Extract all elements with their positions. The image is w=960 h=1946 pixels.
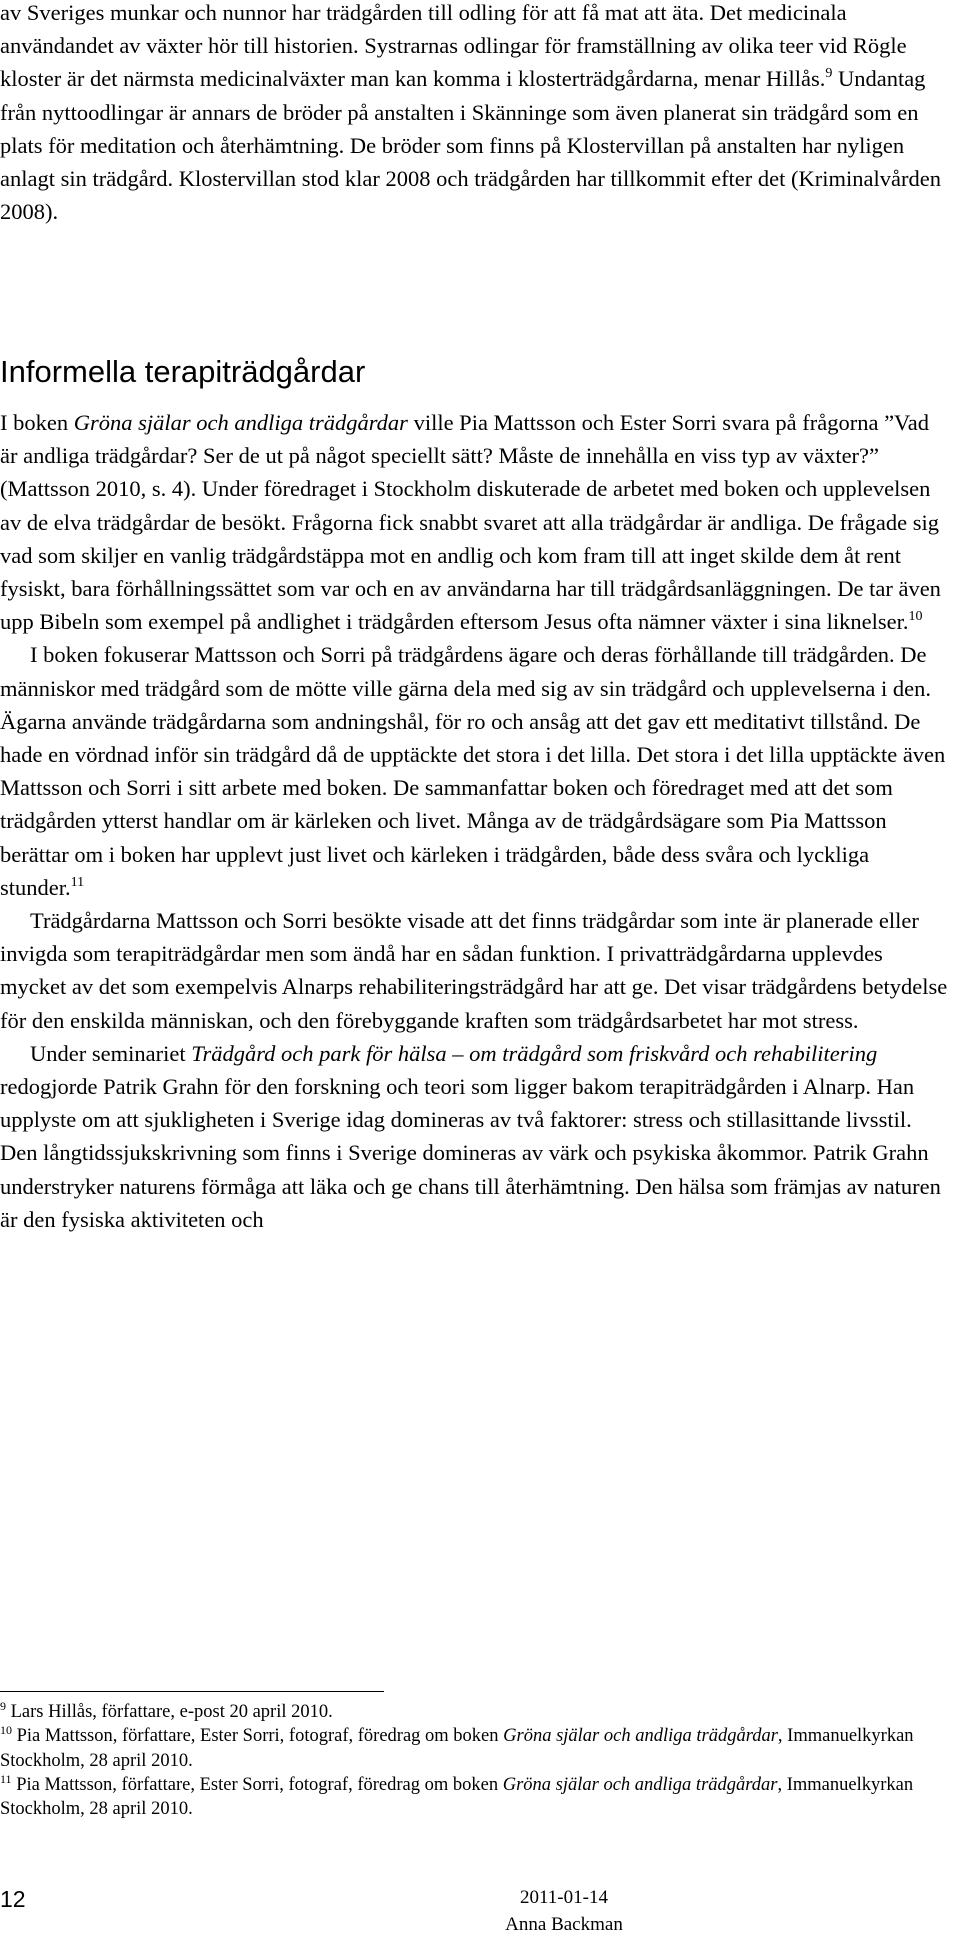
footnote-10-text-1: Pia Mattsson, författare, Ester Sorri, fotograf, föredrag om boken <box>12 1726 504 1747</box>
footnote-11-text-1: Pia Mattsson, författare, Ester Sorri, fotograf, föredrag om boken <box>11 1774 503 1795</box>
footnote-number-11: 11 <box>0 1771 12 1786</box>
footnote-11-title: Gröna själar och andliga trädgårdar <box>502 1774 778 1795</box>
paragraph-5-text-2: redogjorde Patrik Grahn för den forskning och teori som ligger bakom terapiträdgården i Alnarp. Han upplyste om att sjukligheten i Sverige idag domineras av två faktorer: stress och stillasittande livsstil. Den långtidssjukskrivning som finns i Sverige domineras av värk och psykiska åkommor. Patrik Grahn understryker naturens förmåga att läka och ge chans till återhämtning. Den hälsa som främjas av naturen är den fysiska aktiviteten och <box>0 1074 941 1232</box>
intro-text-1: av Sveriges munkar och nunnor har trädgården till odling för att få mat att äta. Det medicinala användandet av växter hör till historien. Systrarnas odlingar för framställning av olika teer vid Rögle kloster är det närmsta medicinalväxter man kan komma i klosterträdgårdarna, menar Hillås. <box>0 0 907 92</box>
footnote-ref-9[interactable]: 9 <box>825 66 833 82</box>
footnote-number-9: 9 <box>0 1699 6 1713</box>
seminar-title: Trädgård och park för hälsa – om trädgård som friskvård och rehabilitering <box>191 1040 878 1066</box>
paragraph-private-gardens <box>0 904 952 1037</box>
footnotes <box>0 1700 952 1821</box>
footer-author: Anna Backman <box>505 1914 623 1935</box>
intro-paragraph <box>0 0 952 228</box>
paragraph-5-text-1: Under seminariet <box>30 1040 192 1066</box>
footer-date: 2011-01-14 <box>520 1887 608 1908</box>
paragraph-2-text-1: I boken <box>0 410 74 435</box>
footnote-11 <box>0 1773 952 1822</box>
paragraph-book-intro <box>0 406 952 638</box>
footnote-divider <box>0 1691 384 1692</box>
footnote-9 <box>0 1700 952 1724</box>
paragraph-seminar <box>0 1037 952 1236</box>
footnote-ref-10[interactable]: 10 <box>908 609 923 625</box>
footnote-10-title: Gröna själar och andliga trädgårdar <box>503 1726 778 1747</box>
footnote-10 <box>0 1724 952 1773</box>
footnote-ref-11[interactable]: 11 <box>70 874 85 890</box>
page-number: 12 <box>0 1886 26 1912</box>
paragraph-3-text: I boken fokuserar Mattsson och Sorri på trädgårdens ägare och deras förhållande till trädgården. De människor med trädgård som de mötte ville gärna dela med sig av sin trädgård och upplevelserna i den. Ägarna använde trädgårdarna som andningshål, för ro och ansåg att det gav ett meditativt tillstånd. De hade en vördnad inför sin trädgård då de upptäckte det stora i det lilla. Det stora i det lilla upptäckte även Mattsson och Sorri i sitt arbete med boken. De sammanfattar boken och föredraget med att det som trädgården ytterst handlar om är kärleken och livet. Många av de trädgårdsägare som Pia Mattsson berättar om i boken har upplevt just livet och kärleken i trädgården, både dess svåra och lyckliga stunder. <box>0 642 946 900</box>
main-text-block <box>0 406 952 1236</box>
footnote-9-text: Lars Hillås, författare, e-post 20 april 2010. <box>6 1702 333 1722</box>
paragraph-intro <box>0 0 952 228</box>
footnote-10-text-2: , Immanuelkyrkan Stockholm, 28 april 2010. <box>0 1726 914 1771</box>
footnote-11-text-2: , Immanuelkyrkan Stockholm, 28 april 2010. <box>0 1774 914 1820</box>
book-title: Gröna själar och andliga trädgårdar <box>73 410 408 435</box>
intro-text-2: Undantag från nyttoodlingar är annars de bröder på anstalten i Skänninge som även planerat sin trädgård som en plats för meditation och återhämtning. De bröder som finns på Klostervillan på anstalten har nyligen anlagt sin trädgård. Klostervillan stod klar 2008 och trädgården har tillkommit efter det (Kriminalvården 2008). <box>0 66 941 225</box>
section-heading: Informella terapiträdgårdar <box>0 354 366 389</box>
footnote-number-10: 10 <box>0 1723 12 1738</box>
paragraph-4-text: Trädgårdarna Mattsson och Sorri besökte visade att det finns trädgårdar som inte är planerade eller invigda som terapiträdgårdar men som ändå har en sådan funktion. I privatträdgårdarna upplevdes mycket av det som exempelvis Alnarps rehabiliteringsträdgård har att ge. Det visar trädgårdens betydelse för den enskilda människan, och den förebyggande kraften som trädgårdsarbetet har mot stress. <box>0 908 948 1033</box>
paragraph-2-text-2: ville Pia Mattsson och Ester Sorri svara på frågorna ”Vad är andliga trädgårdar? Ser de ut på något speciellt sätt? Måste de innehålla en viss typ av växter?” (Mattsson 2010, s. 4). Under föredraget i Stockholm diskuterade de arbetet med boken och upplevelsen av de elva trädgårdar de besökt. Frågorna fick snabbt svaret att alla trädgårdar är andliga. De frågade sig vad som skiljer en vanlig trädgårdstäppa mot en andlig och kom fram till att inget skilde dem åt rent fysiskt, bara förhållningssättet som var och en av användarna har till trädgårdsanläggningen. De tar även upp Bibeln som exempel på andlighet i trädgården eftersom Jesus ofta nämner växter i sina liknelser. <box>0 410 941 635</box>
paragraph-owners <box>0 638 952 904</box>
